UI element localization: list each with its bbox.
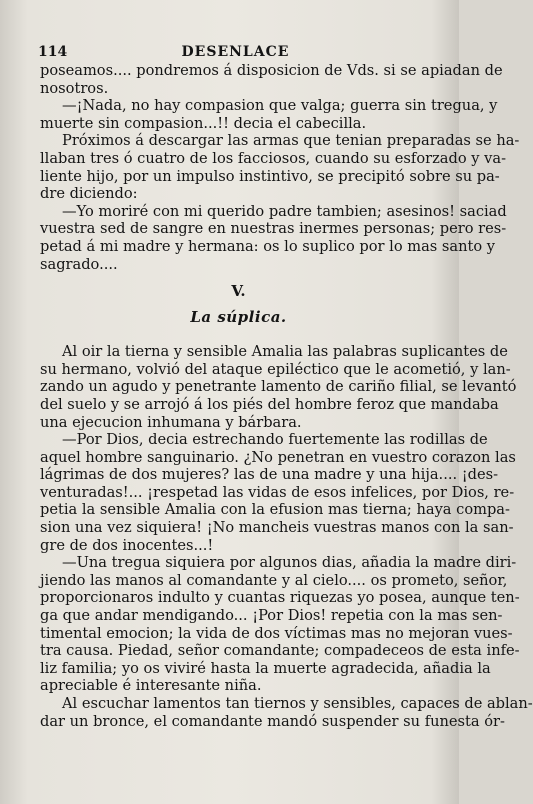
text-line: sagrado.... (40, 255, 118, 273)
text-line: dar un bronce, el comandante mandó suspender su funesta ór- (40, 712, 505, 730)
paragraph (40, 343, 517, 431)
text-line: sion una vez siquiera! ¡No mancheis vuestras manos con la san- (40, 519, 514, 537)
text-line: liente hijo, por un impulso instintivo, se precipitó sobre su pa- (40, 167, 500, 185)
text-line: venturadas!... ¡respetad las vidas de esos infelices, por Dios, re- (40, 483, 515, 501)
text-line: timental emocion; la vida de dos víctimas mas no mejoran vues- (40, 624, 513, 642)
paragraph (40, 554, 520, 695)
paragraph (40, 431, 516, 554)
text-line: lágrimas de dos mujeres? las de una madre y una hija.... ¡des- (40, 466, 499, 484)
section-number: V. (231, 282, 246, 301)
body-text (40, 62, 533, 730)
text-line: su hermano, volvió del ataque epiléctico que le acometió, y lan- (40, 360, 511, 378)
section-title: La súplica. (190, 308, 287, 327)
text-line: aquel hombre sanguinario. ¿No penetran en vuestro corazon las (40, 448, 516, 466)
text-line: petia la sensible Amalia con la efusion mas tierna; haya compa- (40, 501, 510, 519)
page-number: 114 (38, 44, 68, 60)
text-line: proporcionaros indulto y cuantas riquezas yo posea, aunque ten- (40, 589, 520, 607)
text-line: liz familia; yo os viviré hasta la muerte agradecida, añadia la (40, 659, 491, 677)
running-head: DESENLACE (181, 44, 290, 60)
paragraph (40, 695, 533, 730)
text-line: vuestra sed de sangre en nuestras inermes personas; pero res- (40, 220, 507, 238)
text-line: tra causa. Piedad, señor comandante; compadeceos de esta infe- (40, 642, 520, 660)
text-line: llaban tres ó cuatro de los facciosos, cuando su esforzado y va- (40, 149, 507, 167)
text-line: petad á mi madre y hermana: os lo suplico por lo mas santo y (40, 237, 496, 255)
paragraph (40, 62, 503, 97)
text-line: —¡Nada, no hay compasion que valga; guerra sin tregua, y (62, 97, 498, 115)
text-line: gre de dos inocentes...! (40, 536, 214, 554)
text-line: —Por Dios, decia estrechando fuertemente las rodillas de (62, 431, 488, 449)
text-line: del suelo y se arrojó á los piés del hombre feroz que mandaba (40, 395, 499, 413)
paragraph (40, 132, 520, 203)
text-line: ga que andar mendigando... ¡Por Dios! repetia con la mas sen- (40, 607, 503, 625)
text-line: Próximos á descargar las armas que tenian preparadas se ha- (62, 132, 520, 150)
text-line: apreciable é interesante niña. (40, 677, 262, 695)
text-line: jiendo las manos al comandante y al cielo.... os prometo, señor, (40, 571, 508, 589)
paragraph (40, 97, 498, 132)
text-line: —Una tregua siquiera por algunos dias, añadia la madre diri- (62, 554, 517, 572)
text-line: Al oir la tierna y sensible Amalia las palabras suplicantes de (62, 343, 508, 361)
page-header (38, 44, 433, 64)
text-line: dre diciendo: (40, 185, 138, 203)
text-line: poseamos.... pondremos á disposicion de Vds. si se apiadan de (40, 62, 503, 79)
text-line: Al escuchar lamentos tan tiernos y sensibles, capaces de ablan- (62, 695, 533, 712)
text-line: —Yo moriré con mi querido padre tambien; asesinos! saciad (62, 202, 507, 220)
text-line: una ejecucion inhumana y bárbara. (40, 413, 302, 431)
text-line: nosotros. (40, 79, 109, 97)
paragraph (40, 202, 507, 273)
text-line: zando un agudo y penetrante lamento de cariño filial, se levantó (40, 378, 517, 396)
text-line: muerte sin compasion...!! decia el cabecilla. (40, 114, 367, 132)
